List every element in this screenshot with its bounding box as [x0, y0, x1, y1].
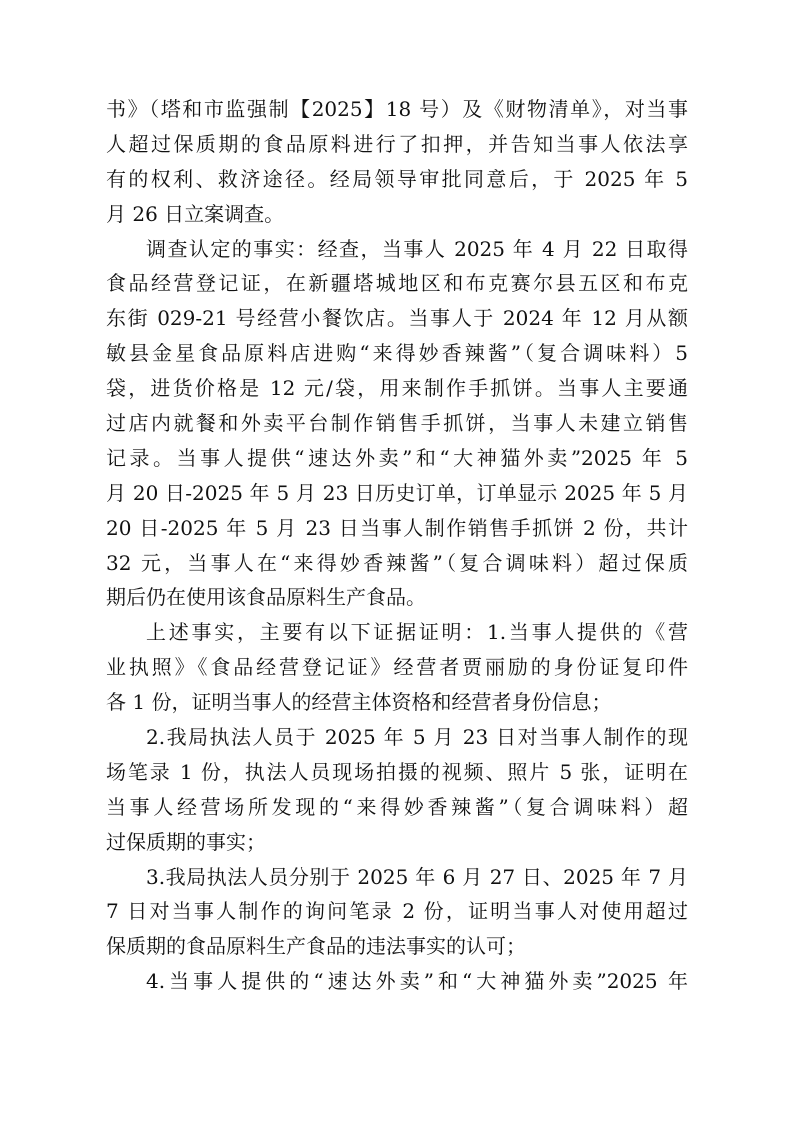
paragraph — [106, 615, 688, 720]
text-line: 业执照》《食品经营登记证》经营者贾丽励的身份证复印件 — [106, 655, 688, 680]
text-line: 人超过保质期的食品原料进行了扣押，并告知当事人依法享 — [106, 131, 688, 156]
text-line: 4.当事人提供的“速达外卖”和“大神猫外卖”2025 年 — [146, 969, 688, 994]
text-line: 记录。当事人提供“速达外卖”和“大神猫外卖”2025 年 5 — [106, 445, 688, 470]
text-line: 当事人经营场所发现的“来得妙香辣酱”（复合调味料）超 — [106, 794, 688, 819]
paragraph — [106, 720, 688, 860]
text-line: 各 1 份，证明当事人的经营主体资格和经营者身份信息； — [106, 690, 612, 715]
text-line: 月 20 日-2025 年 5 月 23 日历史订单，订单显示 2025 年 5 月 — [106, 480, 688, 505]
paragraph — [106, 232, 688, 616]
text-line: 保质期的食品原料生产食品的违法事实的认可； — [106, 934, 526, 959]
text-line: 过保质期的事实； — [106, 829, 266, 854]
text-line: 2.我局执法人员于 2025 年 5 月 23 日对当事人制作的现 — [146, 725, 688, 750]
text-line: 书》（塔和市监强制【2025】18 号）及《财物清单》，对当事 — [106, 97, 688, 121]
text-line: 月 26 日立案调查。 — [106, 201, 285, 226]
text-line: 东街 029-21 号经营小餐饮店。当事人于 2024 年 12 月从额 — [106, 306, 688, 331]
paragraph — [106, 860, 688, 965]
document-body — [106, 92, 688, 999]
text-line: 食品经营登记证，在新疆塔城地区和布克赛尔县五区和布克 — [106, 271, 688, 296]
text-line: 袋，进货价格是 12 元/袋，用来制作手抓饼。当事人主要通 — [106, 376, 688, 401]
text-line: 20 日-2025 年 5 月 23 日当事人制作销售手抓饼 2 份，共计 — [106, 515, 688, 540]
text-line: 3.我局执法人员分别于 2025 年 6 月 27 日、2025 年 7 月 — [146, 864, 688, 889]
text-line: 7 日对当事人制作的询问笔录 2 份，证明当事人对使用超过 — [106, 899, 688, 924]
text-line: 上述事实，主要有以下证据证明：1.当事人提供的《营 — [146, 620, 688, 645]
text-line: 期后仍在使用该食品原料生产食品。 — [106, 585, 426, 610]
text-line: 过店内就餐和外卖平台制作销售手抓饼，当事人未建立销售 — [106, 411, 688, 436]
paragraph — [106, 92, 688, 232]
text-line: 调查认定的事实：经查，当事人 2025 年 4 月 22 日取得 — [146, 236, 688, 261]
text-line: 32 元，当事人在“来得妙香辣酱”（复合调味料）超过保质 — [106, 550, 688, 575]
paragraph — [106, 964, 688, 999]
text-line: 场笔录 1 份，执法人员现场拍摄的视频、照片 5 张，证明在 — [106, 759, 688, 784]
text-line: 敏县金星食品原料店进购“来得妙香辣酱”（复合调味料）5 — [106, 341, 688, 366]
text-line: 有的权利、救济途径。经局领导审批同意后，于 2025 年 5 — [106, 166, 688, 191]
